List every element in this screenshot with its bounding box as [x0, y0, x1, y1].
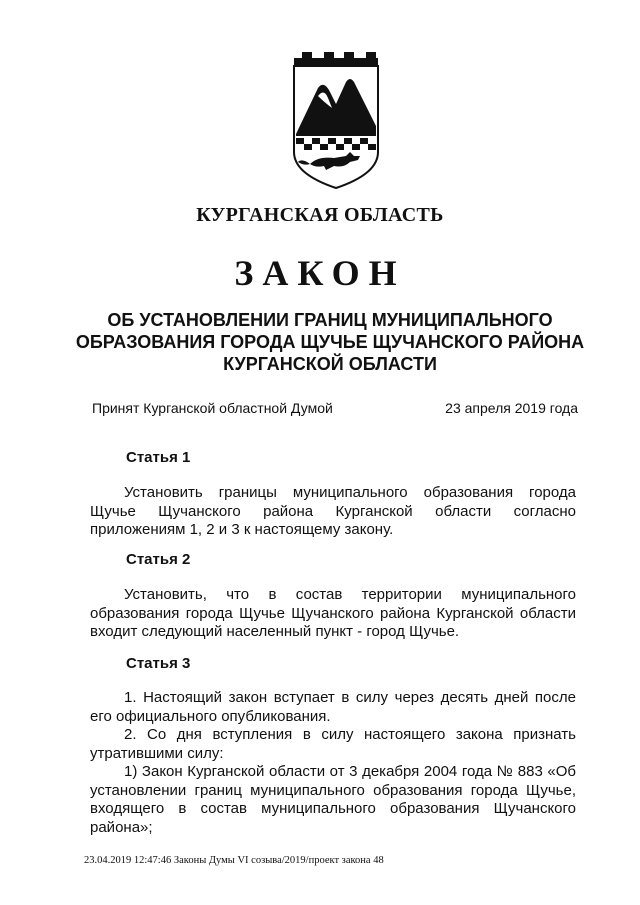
law-title: [60, 309, 600, 375]
footer-stamp: 23.04.2019 12:47:46 Законы Думы VI созыва/2019/проект закона 48: [84, 855, 384, 866]
article-paragraph: 1) Закон Курганской области от 3 декабря 2004 года № 883 «Об установлении границ муниципального образования города Щучье, входящего в состав муниципального образования Щучанского района»;: [90, 763, 576, 836]
coat-of-arms-icon: [288, 52, 384, 190]
article-paragraph: 1. Настоящий закон вступает в силу через десять дней после его официального опубликования.: [90, 689, 576, 725]
article-paragraph: Установить, что в состав территории муниципального образования города Щучье Щучанского района Курганской области входит следующий населенный пункт - город Щучье.: [90, 586, 576, 640]
article-heading: Статья 3: [126, 655, 191, 672]
adopted-by: Принят Курганской областной Думой: [92, 400, 333, 416]
law-title-line: ОБРАЗОВАНИЯ ГОРОДА ЩУЧЬЕ ЩУЧАНСКОГО РАЙОНА: [75, 332, 585, 352]
adoption-date: 23 апреля 2019 года: [445, 400, 578, 416]
document-type: ЗАКОН: [234, 253, 406, 293]
law-title-line: КУРГАНСКОЙ ОБЛАСТИ: [223, 354, 437, 374]
law-title-line: ОБ УСТАНОВЛЕНИИ ГРАНИЦ МУНИЦИПАЛЬНОГО: [107, 310, 553, 330]
article-paragraph: 2. Со дня вступления в силу настоящего закона признать утратившими силу:: [90, 726, 576, 762]
article-body: [90, 586, 576, 642]
article-heading: Статья 1: [126, 449, 191, 466]
article-body: [90, 689, 576, 837]
article-paragraph: Установить границы муниципального образования города Щучье Щучанского района Курганской области согласно приложениям 1, 2 и 3 к настоящему закону.: [90, 484, 576, 538]
article-heading: Статья 2: [126, 551, 191, 568]
region-heading: КУРГАНСКАЯ ОБЛАСТЬ: [196, 204, 444, 226]
article-body: [90, 484, 576, 540]
